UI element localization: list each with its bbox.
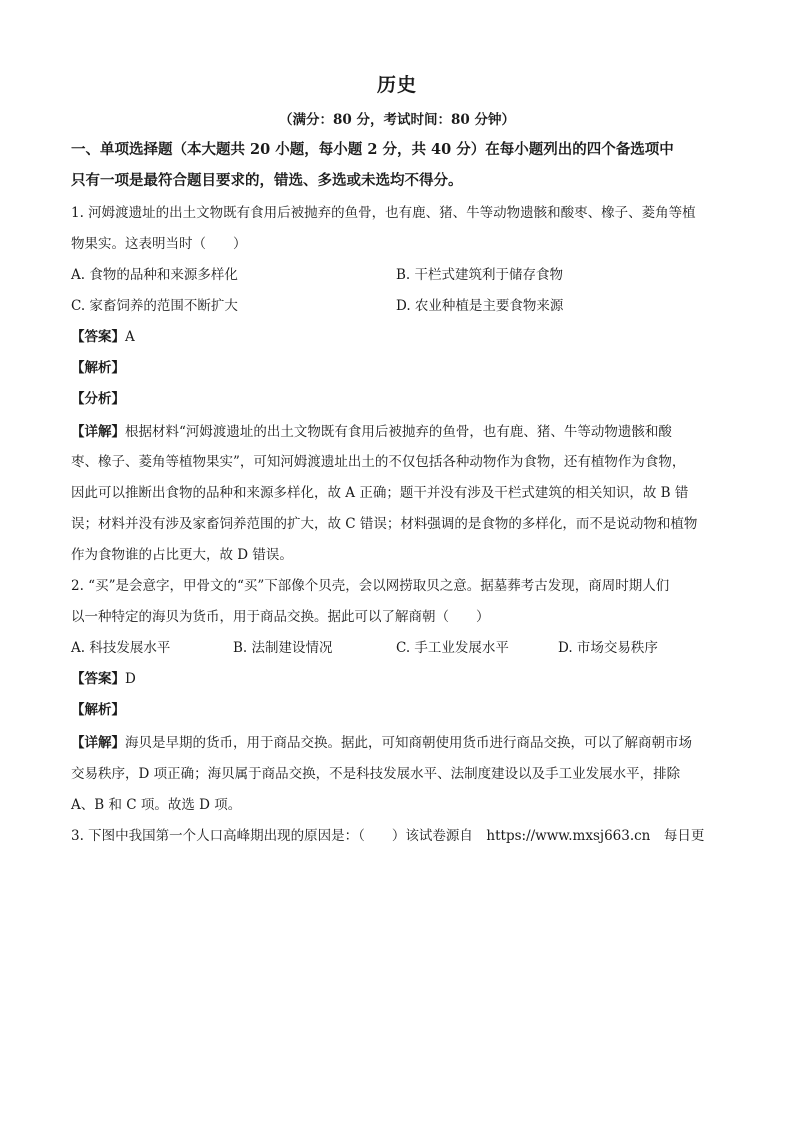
q2-option-c: C. 手工业发展水平 bbox=[396, 640, 509, 656]
q2-detail-line3: A、B 和 C 项。故选 D 项。 bbox=[71, 797, 242, 813]
q1-fenxi-tag: 【分析】 bbox=[71, 391, 125, 407]
q2-detail-line1 bbox=[71, 733, 731, 753]
q2-stem-line1: 2. “买”是会意字，甲骨文的“买”下部像个贝壳，会以网捞取贝之意。据墓葬考古发现，商周时期人们 bbox=[71, 578, 670, 594]
q1-detail-line1 bbox=[71, 422, 731, 442]
q2-option-d: D. 市场交易秩序 bbox=[558, 640, 658, 656]
q1-stem-line1: 1. 河姆渡遗址的出土文物既有食用后被抛弃的鱼骨，也有鹿、猪、牛等动物遗骸和酸枣、橡子、菱角等植 bbox=[71, 205, 696, 221]
q2-option-a: A. 科技发展水平 bbox=[71, 640, 171, 656]
q2-detail-line2: 交易秩序，D 项正确；海贝属于商品交换，不是科技发展水平、法制度建设以及手工业发展水平，排除 bbox=[71, 766, 681, 782]
page-title: 历史 bbox=[376, 74, 417, 96]
q1-option-d: D. 农业种植是主要食物来源 bbox=[396, 298, 564, 314]
q1-stem-line2: 物果实。这表明当时（ ） bbox=[71, 236, 247, 252]
q1-answer bbox=[71, 327, 731, 347]
q1-option-b: B. 干栏式建筑利于储存食物 bbox=[396, 267, 564, 283]
q2-stem-line2: 以一种特定的海贝为货币，用于商品交换。据此可以了解商朝（ ） bbox=[71, 609, 490, 625]
section-heading-line1: 一、单项选择题（本大题共 20 小题，每小题 2 分，共 40 分）在每小题列出的四个备选项中 bbox=[71, 141, 674, 158]
q1-option-a: A. 食物的品种和来源多样化 bbox=[71, 267, 238, 283]
answer-value: A bbox=[125, 329, 135, 345]
q2-analysis-tag: 【解析】 bbox=[71, 702, 125, 718]
q3-stem-line1: 3. 下图中我国第一个人口高峰期出现的原因是：（ ）该试卷源自 https://www.mxsj663.cn 每日更 bbox=[71, 828, 705, 844]
q2-option-b: B. 法制建设情况 bbox=[233, 640, 333, 656]
detail-tag: 【详解】 bbox=[71, 735, 125, 751]
q1-detail-line4: 误；材料并没有涉及家畜饲养范围的扩大，故 C 错误；材料强调的是食物的多样化，而不是说动物和植物 bbox=[71, 516, 698, 532]
detail-text: 海贝是早期的货币，用于商品交换。据此，可知商朝使用货币进行商品交换，可以了解商朝市场 bbox=[125, 735, 692, 751]
exam-info: （满分：80 分，考试时间：80 分钟） bbox=[279, 112, 515, 128]
q1-detail-line3: 因此可以推断出食物的品种和来源多样化，故 A 正确；题干并没有涉及干栏式建筑的相关知识，故 B 错 bbox=[71, 485, 689, 501]
q2-answer bbox=[71, 669, 731, 689]
detail-tag: 【详解】 bbox=[71, 424, 125, 440]
q1-analysis-tag: 【解析】 bbox=[71, 360, 125, 376]
q1-detail-line5: 作为食物谁的占比更大，故 D 错误。 bbox=[71, 547, 293, 563]
answer-tag: 【答案】 bbox=[71, 671, 125, 687]
section-heading-line2: 只有一项是最符合题目要求的，错选、多选或未选均不得分。 bbox=[71, 172, 463, 189]
detail-text: 根据材料“河姆渡遗址的出土文物既有食用后被抛弃的鱼骨，也有鹿、猪、牛等动物遗骸和酸 bbox=[125, 424, 672, 440]
answer-value: D bbox=[125, 671, 136, 687]
q1-option-c: C. 家畜饲养的范围不断扩大 bbox=[71, 298, 238, 314]
q1-detail-line2: 枣、橡子、菱角等植物果实”，可知河姆渡遗址出土的不仅包括各种动物作为食物，还有植物作为食物， bbox=[71, 454, 686, 470]
answer-tag: 【答案】 bbox=[71, 329, 125, 345]
